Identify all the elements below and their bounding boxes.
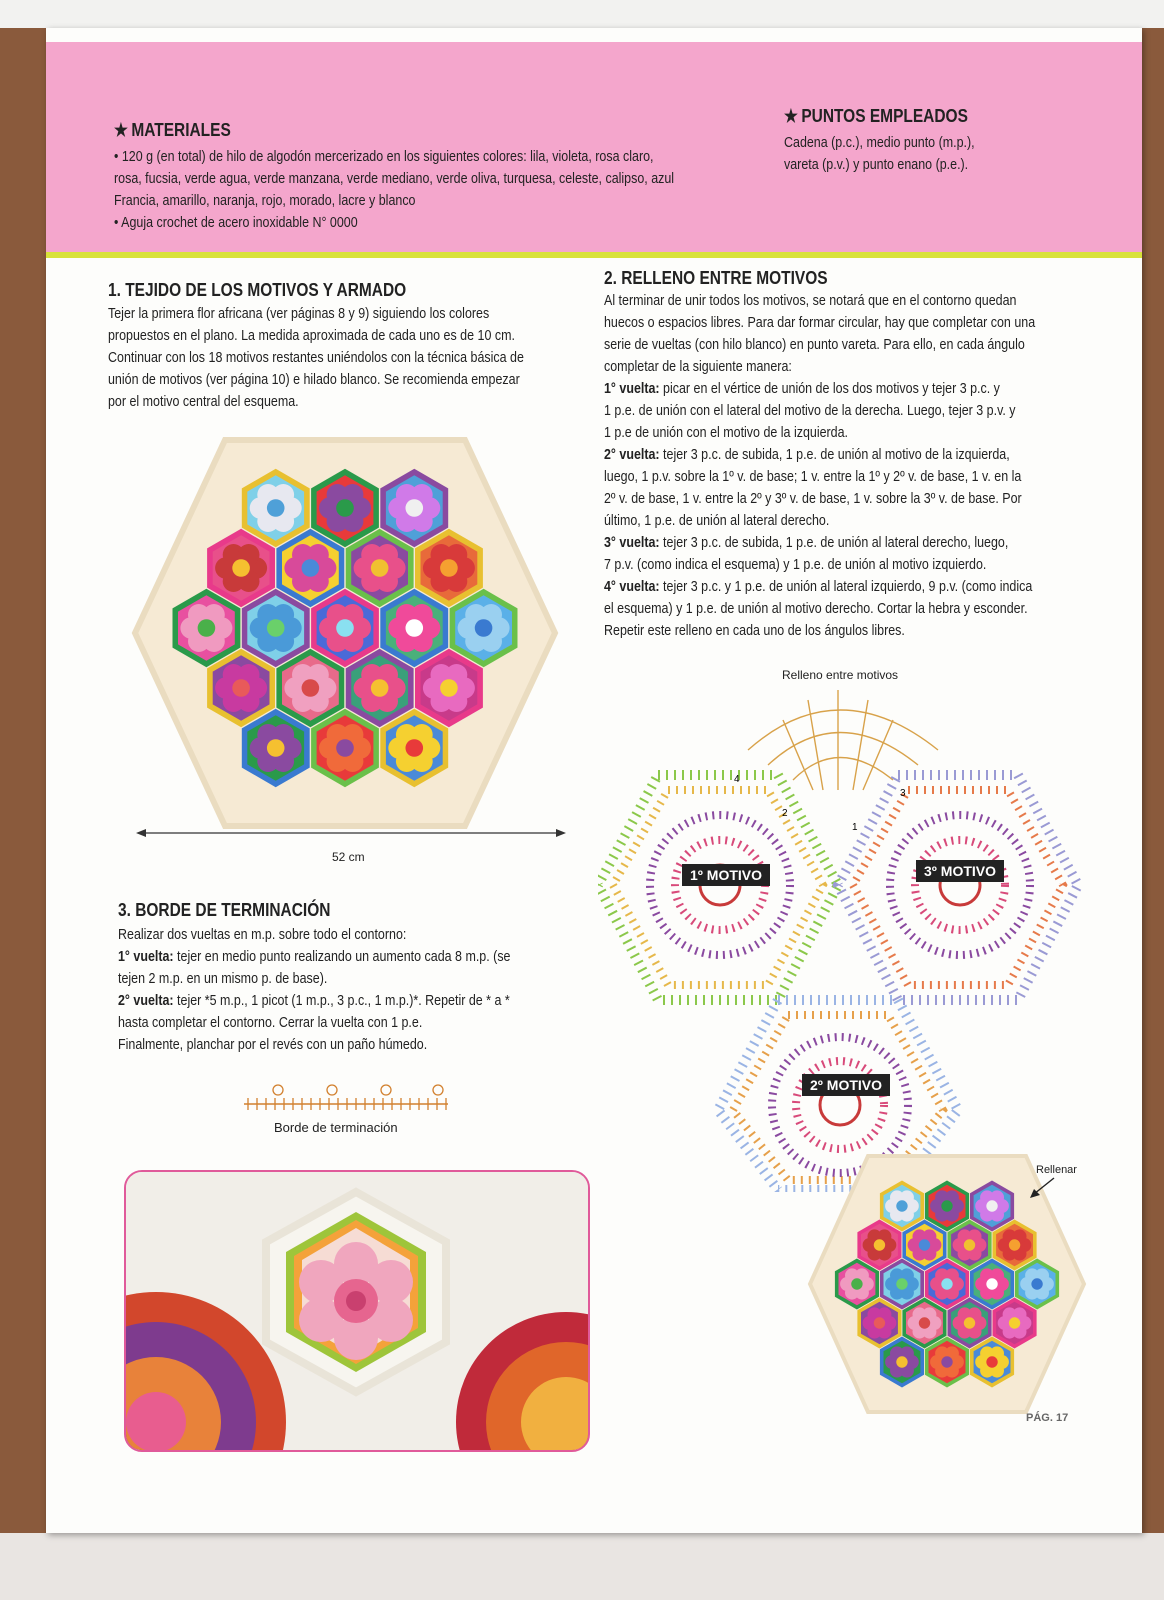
round4: 4° vuelta: tejer 3 p.c. y 1 p.e. de unión al lateral izquierdo, 9 p.v. (como indica <box>604 579 1033 595</box>
round3: 3° vuelta: tejer 3 p.c. de subida, 1 p.e. de unión al lateral derecho, luego, <box>604 535 1009 551</box>
scan-edge-top <box>0 0 1164 28</box>
section1-title: 1. TEJIDO DE LOS MOTIVOS Y ARMADO <box>108 280 407 300</box>
section2-line: serie de vueltas (con hilo blanco) en punto vareta. Para ello, en cada ángulo <box>604 337 1025 353</box>
stitches-line: Cadena (p.c.), medio punto (m.p.), <box>784 135 975 151</box>
stitches-list <box>784 132 1008 176</box>
round-number-3: 3 <box>900 788 906 799</box>
fill-label: Rellenar <box>1036 1164 1077 1176</box>
round2: 2° vuelta: tejer 3 p.c. de subida, 1 p.e. de unión al motivo de la izquierda, <box>604 447 1010 463</box>
round1: 1° vuelta: picar en el vértice de unión de los dos motivos y tejer 3 p.c. y <box>604 381 1000 397</box>
materials-line: • Aguja crochet de acero inoxidable N° 0000 <box>114 215 358 231</box>
finished-detail-photo <box>124 1170 590 1452</box>
page-number: PÁG. 17 <box>1026 1412 1069 1424</box>
scan-edge-bottom <box>0 1533 1164 1600</box>
stitches-line: vareta (p.v.) y punto enano (p.e.). <box>784 157 969 173</box>
round-number-2: 2 <box>782 808 788 819</box>
section2-line: Repetir este relleno en cada uno de los ángulos libres. <box>604 623 905 639</box>
section2-line: el esquema) y 1 p.e. de unión al motivo derecho. Cortar la hebra y esconder. <box>604 601 1028 617</box>
section1-line: propuestos en el plano. La medida aproximada de cada uno es de 10 cm. <box>108 328 515 344</box>
section1-text <box>108 303 555 413</box>
materials-heading: ★ MATERIALES <box>114 120 231 140</box>
section2-line: completar de la siguiente manera: <box>604 359 792 375</box>
diagram-caption: Relleno entre motivos <box>782 668 899 682</box>
section2-line: Al terminar de unir todos los motivos, se notará que en el contorno quedan <box>604 293 1017 309</box>
section1-line: Continuar con los 18 motivos restantes uniéndolos con la técnica básica de <box>108 350 524 366</box>
section2-line: 2º v. de base, 1 v. entre la 2º y 3º v. de base, 1 v. sobre la 3º v. de base. Por <box>604 491 1022 507</box>
section2-line: huecos o espacios libres. Para dar formar circular, hay que completar con una <box>604 315 1036 331</box>
motif-layout-plan <box>130 428 560 838</box>
section3-line: hasta completar el contorno. Cerrar la vuelta con 1 p.e. <box>118 1015 423 1031</box>
section1-line: Tejer la primera flor africana (ver páginas 8 y 9) siguiendo los colores <box>108 306 490 322</box>
measure-label: 52 cm <box>332 850 365 864</box>
section1-line: unión de motivos (ver página 10) e hilado blanco. Se recomienda empezar <box>108 372 520 388</box>
motif3-label: 3º MOTIVO <box>916 860 1004 882</box>
measure-arrow <box>136 823 566 843</box>
section3-round2: 2° vuelta: tejer *5 m.p., 1 picot (1 m.p., 3 p.c., 1 m.p.)*. Repetir de * a * <box>118 993 510 1009</box>
border-stitch-chart <box>242 1080 452 1116</box>
materials-list <box>114 146 716 234</box>
section2-line: 1 p.e. de unión con el lateral del motivo de la derecha. Luego, tejer 3 p.v. y <box>604 403 1016 419</box>
star-icon: ★ <box>114 120 128 140</box>
border-caption: Borde de terminación <box>274 1120 398 1135</box>
section3-title: 3. BORDE DE TERMINACIÓN <box>118 900 331 920</box>
section2-line: luego, 1 p.v. sobre la 1º v. de base; 1 v. entre la 1º y 2º v. de base, 1 v. en la <box>604 469 1022 485</box>
section2-line: último, 1 p.e. de unión al lateral derecho. <box>604 513 830 529</box>
motif1-label: 1º MOTIVO <box>682 864 770 886</box>
materials-band <box>46 42 1142 258</box>
round-number-1: 1 <box>852 822 858 833</box>
crochet-chart-diagram <box>598 680 1098 1192</box>
crochet-photo-illustration <box>126 1172 588 1450</box>
section2-title: 2. RELLENO ENTRE MOTIVOS <box>604 268 828 288</box>
section1-line: por el motivo central del esquema. <box>108 394 299 410</box>
round-number-4: 4 <box>734 774 740 785</box>
section2-text <box>604 290 1086 642</box>
stitches-heading: ★ PUNTOS EMPLEADOS <box>784 106 968 126</box>
materials-line: Francia, amarillo, naranja, rojo, morado, lacre y blanco <box>114 193 416 209</box>
section2-line: 7 p.v. (como indica el esquema) y 1 p.e. de unión al motivo izquierdo. <box>604 557 987 573</box>
materials-line: • 120 g (en total) de hilo de algodón mercerizado en los siguientes colores: lila, violeta, rosa claro, <box>114 149 654 165</box>
section3-round1: 1° vuelta: tejer en medio punto realizando un aumento cada 8 m.p. (se <box>118 949 511 965</box>
section3-text <box>118 924 565 1056</box>
arrow-icon <box>1028 1176 1058 1200</box>
fill-fan <box>748 690 938 790</box>
magazine-page <box>46 28 1142 1533</box>
materials-line: rosa, fucsia, verde agua, verde manzana, verde mediano, verde oliva, turquesa, celeste, calipso, azul <box>114 171 675 187</box>
section3-line: tejen 2 m.p. en un mismo p. de base). <box>118 971 328 987</box>
section2-line: 1 p.e de unión con el motivo de la izquierda. <box>604 425 849 441</box>
section3-line: Finalmente, planchar por el revés con un paño húmedo. <box>118 1037 428 1053</box>
motif2-label: 2º MOTIVO <box>802 1074 890 1096</box>
section3-intro: Realizar dos vueltas en m.p. sobre todo el contorno: <box>118 927 407 943</box>
star-icon: ★ <box>784 106 798 126</box>
